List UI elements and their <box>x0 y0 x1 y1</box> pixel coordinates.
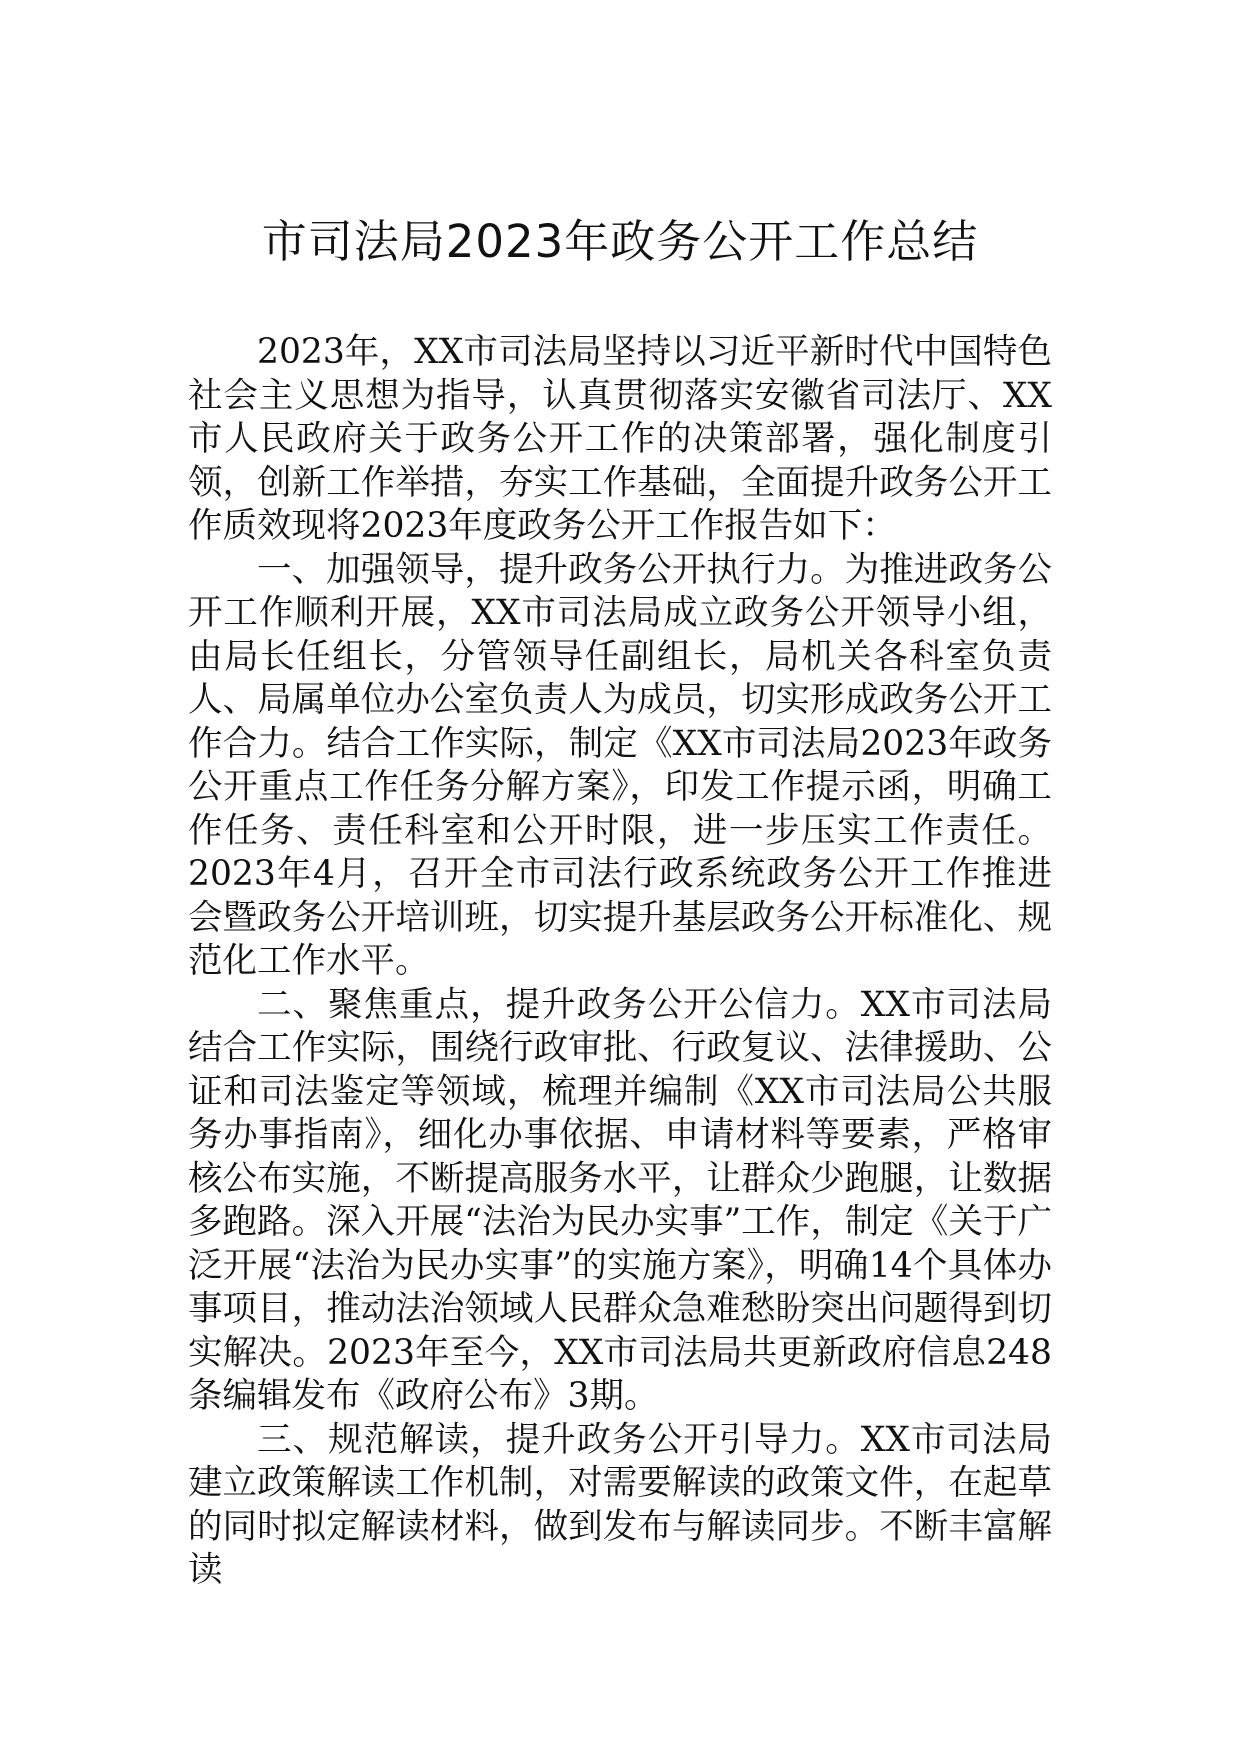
document-body <box>188 331 1052 1593</box>
paragraph-section-1: 一、加强领导，提升政务公开执行力。为推进政务公开工作顺利开展，XX市司法局成立政务公开领导小组，由局长任组长，分管领导任副组长，局机关各科室负责人、局属单位办公室负责人为成员，切实形成政务公开工作合力。结合工作实际，制定《XX市司法局2023年政务公开重点工作任务分解方案》，印发工作提示函，明确工作任务、责任科室和公开时限，进一步压实工作责任。2023年4月，召开全市司法行政系统政务公开工作推进会暨政务公开培训班，切实提升基层政务公开标准化、规范化工作水平。 <box>188 549 1052 981</box>
document-title: 市司法局2023年政务公开工作总结 <box>261 215 979 268</box>
paragraph-section-3: 三、规范解读，提升政务公开引导力。XX市司法局建立政策解读工作机制，对需要解读的政策文件，在起草的同时拟定解读材料，做到发布与解读同步。不断丰富解读 <box>188 1419 1052 1590</box>
paragraph-intro: 2023年，XX市司法局坚持以习近平新时代中国特色社会主义思想为指导，认真贯彻落实安徽省司法厅、XX市人民政府关于政务公开工作的决策部署，强化制度引领，创新工作举措，夯实工作基础，全面提升政务公开工作质效现将2023年度政务公开工作报告如下： <box>188 332 1052 546</box>
paragraph-section-2: 二、聚焦重点，提升政务公开公信力。XX市司法局结合工作实际，围绕行政审批、行政复议、法律援助、公证和司法鉴定等领域，梳理并编制《XX市司法局公共服务办事指南》，细化办事依据、申请材料等要素，严格审核公布实施，不断提高服务水平，让群众少跑腿，让数据多跑路。深入开展“法治为民办实事”工作，制定《关于广泛开展“法治为民办实事”的实施方案》，明确14个具体办事项目，推动法治领域人民群众急难愁盼突出问题得到切实解决。2023年至今，XX市司法局共更新政府信息248条编辑发布《政府公布》3期。 <box>188 984 1052 1416</box>
